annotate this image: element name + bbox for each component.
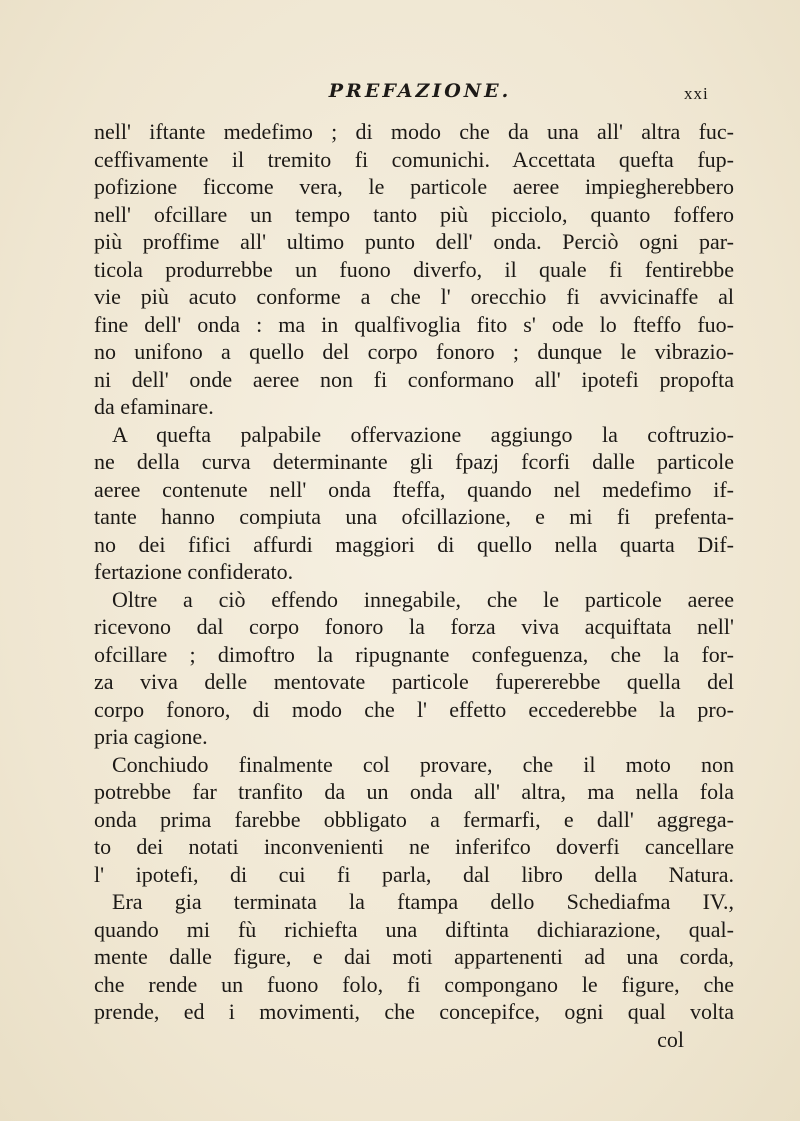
running-title: PREFAZIONE. bbox=[328, 80, 512, 102]
text-line: ofcillare ; dimoftro la ripugnante confeguenza, che la for- bbox=[94, 641, 734, 667]
text-line: Era gia terminata la ftampa dello Schediafma IV., bbox=[112, 889, 734, 914]
text-line: vie più acuto conforme a che l' orecchio fi avvicinaffe al bbox=[94, 284, 734, 309]
text-line: fine dell' onda : ma in qualfivoglia fito s' ode lo fteffo fuo- bbox=[94, 311, 734, 337]
text-line: più proffime all' ultimo punto dell' onda. Perciò ogni par- bbox=[94, 229, 734, 254]
text-line: onda prima farebbe obbligato a fermarfi, e dall' aggrega- bbox=[94, 806, 734, 832]
text-line: no dei fifici affurdi maggiori di quello nella quarta Dif- bbox=[94, 531, 734, 557]
text-line: no unifono a quello del corpo fonoro ; dunque le vibrazio- bbox=[94, 339, 734, 364]
text-line: corpo fonoro, di modo che l' effetto eccederebbe la pro- bbox=[94, 696, 734, 722]
text-line: pria cagione. bbox=[94, 724, 208, 749]
text-line: ceffivamente il tremito fi comunichi. Accettata quefta fup- bbox=[94, 146, 734, 172]
page-number: xxi bbox=[684, 84, 709, 103]
text-line: fertazione confiderato. bbox=[94, 559, 294, 584]
text-line: ticola produrrebbe un fuono diverfo, il quale fi fentirebbe bbox=[94, 256, 734, 282]
text-line: tante hanno compiuta una ofcillazione, e mi fi prefenta- bbox=[94, 504, 734, 529]
text-line: za viva delle mentovate particole fupererebbe quella del bbox=[94, 669, 734, 694]
text-line: prende, ed i movimenti, che concepifce, ogni qual volta bbox=[94, 999, 734, 1024]
text-line: mente dalle figure, e dai moti appartenenti ad una corda, bbox=[94, 944, 734, 969]
text-line: Oltre a ciò effendo innegabile, che le particole aeree bbox=[112, 586, 734, 612]
text-line: potrebbe far tranfito da un onda all' altra, ma nella fola bbox=[94, 779, 734, 804]
text-line: ne della curva determinante gli fpazj fcorfi dalle particole bbox=[94, 449, 734, 474]
text-line: ricevono dal corpo fonoro la forza viva acquiftata nell' bbox=[94, 614, 734, 639]
body-text bbox=[94, 118, 734, 1053]
text-line: da efaminare. bbox=[94, 394, 214, 419]
text-line: l' ipotefi, di cui fi parla, dal libro della Natura. bbox=[94, 861, 734, 887]
text-line: nell' iftante medefimo ; di modo che da una all' altra fuc- bbox=[94, 119, 734, 144]
text-line: che rende un fuono folo, fi compongano le figure, che bbox=[94, 971, 734, 997]
catchword: col bbox=[657, 1026, 684, 1052]
text-line: A quefta palpabile offervazione aggiungo la coftruzio- bbox=[112, 421, 734, 447]
text-line: pofizione ficcome vera, le particole aeree impiegherebbero bbox=[94, 174, 734, 199]
text-line: to dei notati inconvenienti ne inferifco doverfi cancellare bbox=[94, 834, 734, 859]
text-line: ni dell' onde aeree non fi conformano all' ipotefi propofta bbox=[94, 366, 734, 392]
text-line: quando mi fù richiefta una diftinta dichiarazione, qual- bbox=[94, 916, 734, 942]
text-line: aeree contenute nell' onda fteffa, quando nel medefimo if- bbox=[94, 476, 734, 502]
text-line: nell' ofcillare un tempo tanto più picciolo, quanto foffero bbox=[94, 201, 734, 227]
text-line: Conchiudo finalmente col provare, che il moto non bbox=[112, 751, 734, 777]
